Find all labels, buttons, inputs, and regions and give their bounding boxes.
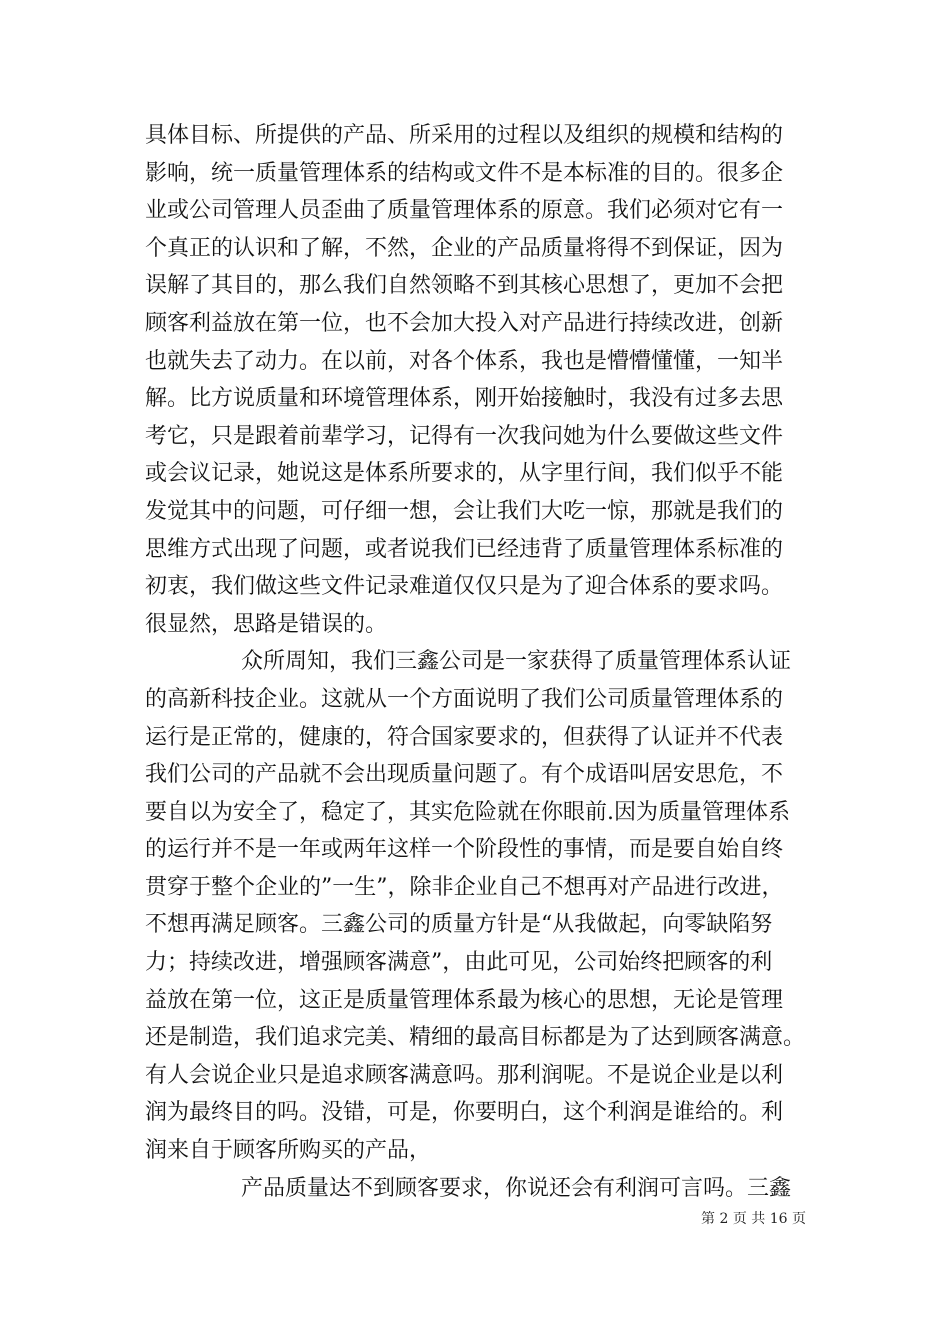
paragraph-start-line: 产品质量达不到顾客要求，你说还会有利润可言吗。三鑫 <box>241 1175 792 1201</box>
text-line: 个真正的认识和了解，不然，企业的产品质量将得不到保证，因为 <box>145 235 784 261</box>
page-number: 第 2 页 共 16 页 <box>701 1211 806 1227</box>
body-text <box>145 117 825 1207</box>
text-line: 运行是正常的，健康的，符合国家要求的，但获得了认证并不代表 <box>145 724 784 750</box>
text-line: 业或公司管理人员歪曲了质量管理体系的原意。我们必须对它有一 <box>145 198 784 224</box>
text-line: 或会议记录，她说这是体系所要求的，从字里行间，我们似乎不能 <box>145 461 784 487</box>
text-line: 贯穿于整个企业的”一生”，除非企业自己不想再对产品进行改进， <box>145 874 784 900</box>
text-line: 我们公司的产品就不会出现质量问题了。有个成语叫居安思危，不 <box>145 762 784 788</box>
text-line: 误解了其目的，那么我们自然领略不到其核心思想了，更加不会把 <box>145 273 784 299</box>
text-line: 要自以为安全了，稳定了，其实危险就在你眼前.因为质量管理体系 <box>145 799 790 825</box>
text-line: 很显然，思路是错误的。 <box>145 611 388 637</box>
text-line: 影响，统一质量管理体系的结构或文件不是本标准的目的。很多企 <box>145 160 784 186</box>
text-line: 有人会说企业只是追求顾客满意吗。那利润呢。不是说企业是以利 <box>145 1062 784 1088</box>
text-line: 也就失去了动力。在以前，对各个体系，我也是懵懵懂懂，一知半 <box>145 348 784 374</box>
text-line: 的运行并不是一年或两年这样一个阶段性的事情，而是要自始自终 <box>145 837 784 863</box>
text-line: 的高新科技企业。这就从一个方面说明了我们公司质量管理体系的 <box>145 686 784 712</box>
text-line: 还是制造，我们追求完美、精细的最高目标都是为了达到顾客满意。 <box>145 1025 806 1051</box>
text-line: 力；持续改进，增强顾客满意”，由此可见，公司始终把顾客的利 <box>145 950 773 976</box>
text-line: 益放在第一位，这正是质量管理体系最为核心的思想，无论是管理 <box>145 987 784 1013</box>
text-line: 发觉其中的问题，可仔细一想，会让我们大吃一惊，那就是我们的 <box>145 498 784 524</box>
text-line: 解。比方说质量和环境管理体系，刚开始接触时，我没有过多去思 <box>145 386 784 412</box>
paragraph-start-line: 众所周知，我们三鑫公司是一家获得了质量管理体系认证 <box>241 649 792 675</box>
text-line: 初衷，我们做这些文件记录难道仅仅只是为了迎合体系的要求吗。 <box>145 574 784 600</box>
text-line: 思维方式出现了问题，或者说我们已经违背了质量管理体系标准的 <box>145 536 784 562</box>
text-line: 具体目标、所提供的产品、所采用的过程以及组织的规模和结构的 <box>145 123 784 148</box>
text-line: 润为最终目的吗。没错，可是，你要明白，这个利润是谁给的。利 <box>145 1100 784 1126</box>
text-line: 顾客利益放在第一位，也不会加大投入对产品进行持续改进，创新 <box>145 310 784 336</box>
text-line: 润来自于顾客所购买的产品， <box>145 1138 432 1164</box>
text-line: 不想再满足顾客。三鑫公司的质量方针是“从我做起，向零缺陷努 <box>145 912 773 938</box>
text-line: 考它，只是跟着前辈学习，记得有一次我问她为什么要做这些文件 <box>145 423 784 449</box>
